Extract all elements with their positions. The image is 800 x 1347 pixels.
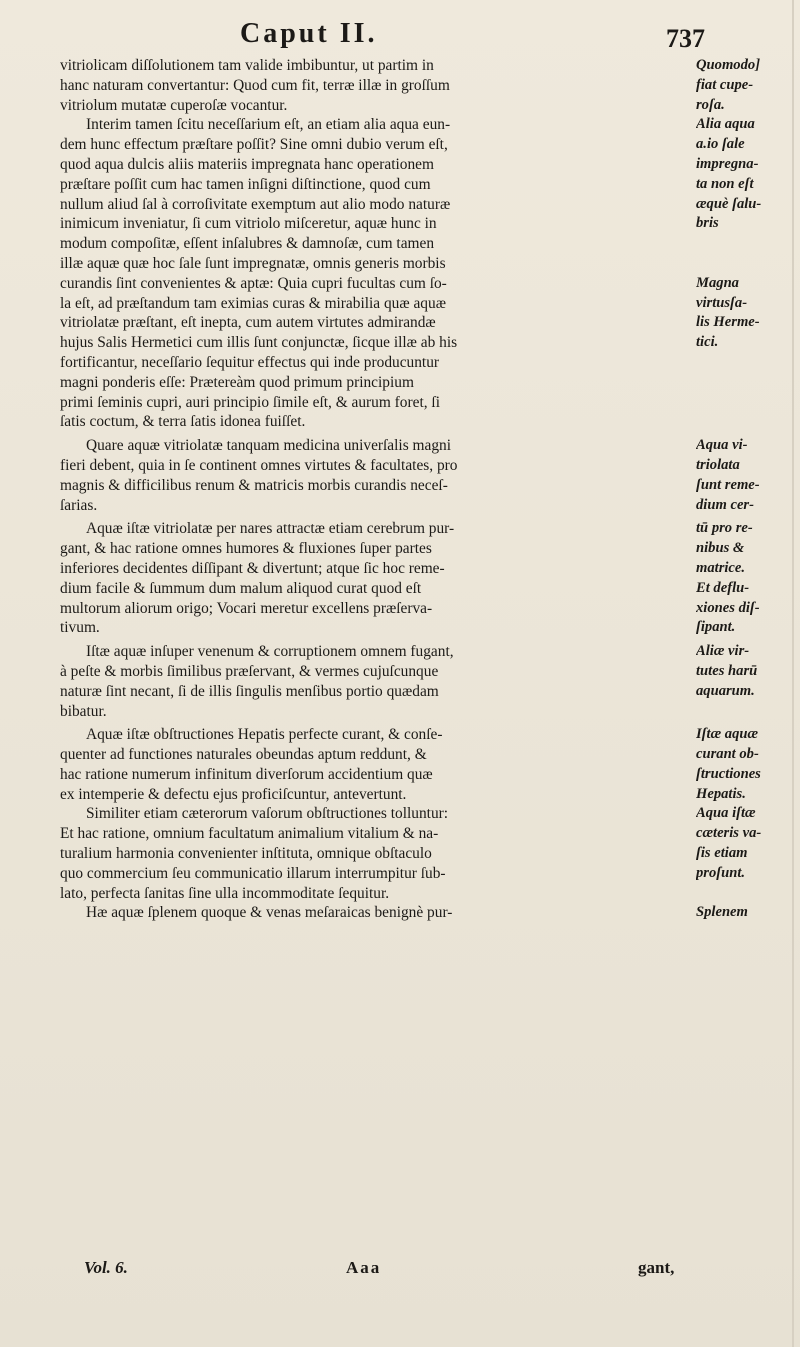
signature-mark: Aaa	[346, 1258, 382, 1277]
body-line: illæ aquæ quæ hoc ſale ſunt impregnatæ, omnis generis morbis	[60, 254, 446, 272]
body-line: ſarias.	[60, 496, 98, 514]
margin-note	[696, 702, 800, 722]
margin-notes	[696, 56, 800, 923]
margin-note: Splenem	[696, 904, 748, 921]
body-line: vitriolicam diſſolutionem tam valide imbibuntur, ut partim in	[60, 57, 434, 74]
margin-note: dium cer-	[696, 496, 754, 513]
margin-note: bris	[696, 215, 719, 232]
body-line: Quare aquæ vitriolatæ tanquam medicina univerſalis magni	[86, 437, 452, 455]
margin-note: proſunt.	[696, 864, 746, 881]
body-line: dem hunc effectum præſtare poſſit? Sine omni dubio verum eſt,	[60, 136, 448, 154]
body-line: tivum.	[60, 619, 100, 637]
margin-note: ſtructiones	[696, 765, 761, 782]
body-line: quenter ad functiones naturales obeundas aptum reddunt, &	[60, 746, 427, 764]
margin-note: Aliæ vir-	[696, 643, 750, 660]
margin-note	[696, 884, 800, 904]
body-line: turalium harmonia convenienter inſtituta, omnique obſtaculo	[60, 845, 432, 863]
body-line: primi ſeminis cupri, auri principio ſimile eſt, & aurum foret, ſi	[60, 393, 440, 411]
page-edge	[792, 0, 794, 1347]
margin-note: roſa.	[696, 96, 725, 113]
body-line: hujus Salis Hermetici cum illis ſunt conjunctæ, ſicque illæ ab his	[60, 334, 458, 352]
margin-note	[696, 353, 800, 373]
body-line: hac ratione numerum infinitum diverſorum accidentium quæ	[60, 765, 433, 783]
body-line: Hæ aquæ ſplenem quoque & venas meſaraicas benignè pur-	[86, 904, 453, 922]
margin-note: triolata	[696, 456, 740, 473]
margin-note	[696, 393, 800, 413]
body-line: naturæ ſint necant, ſi de illis ſingulis menſibus portio quædam	[60, 682, 439, 700]
margin-note: matrice.	[696, 559, 746, 576]
body-line: multorum aliorum origo; Vocari meretur excellens præſerva-	[60, 599, 433, 617]
body-line: gant, & hac ratione omnes humores & fluxiones ſuper partes	[60, 540, 432, 558]
margin-note: ſunt reme-	[696, 476, 760, 493]
margin-note: virtusſa-	[696, 294, 748, 311]
margin-note: ta non eſt	[696, 175, 754, 192]
margin-note	[696, 234, 800, 254]
body-line: quo commercium ſeu communicatio illarum interrumpitur ſub-	[60, 864, 446, 882]
margin-note: Quomodo]	[696, 57, 761, 73]
margin-note	[696, 254, 800, 274]
margin-note: lis Herme-	[696, 314, 760, 331]
margin-note: nibus &	[696, 540, 745, 557]
page-number: 737	[666, 24, 705, 53]
body-line: la eſt, ad præſtandum tam eximias curas & mirabilia quæ aquæ	[60, 294, 446, 312]
margin-note	[696, 373, 800, 393]
margin-note: Magna	[696, 274, 739, 291]
body-line: vitriolum mutatæ cuperoſæ vocantur.	[60, 96, 288, 114]
body-line: præſtare poſſit cum hac tamen inſigni diſtinctione, quod cum	[60, 175, 431, 193]
body-line: Iſtæ aquæ inſuper venenum & corruptionem omnem fugant,	[86, 643, 454, 661]
margin-note	[696, 412, 800, 432]
body-line: modum compoſitæ, eſſent inſalubres & damnoſæ, cum tamen	[60, 235, 435, 253]
body-line: ſatis coctum, & terra ſatis idonea fuiſſet.	[60, 413, 306, 431]
margin-note: ſis etiam	[696, 845, 748, 862]
body-line: Interim tamen ſcitu neceſſarium eſt, an etiam alia aqua eun-	[86, 116, 451, 134]
body-line: ex intemperie & defectu ejus proficiſcuntur, antevertunt.	[60, 785, 407, 803]
running-head: Caput II.	[240, 18, 378, 49]
body-line: curandis ſint convenientes & aptæ: Quia cupri fucultas cum ſo-	[60, 274, 447, 292]
margin-note: tici.	[696, 334, 719, 351]
body-line: fieri debent, quia in ſe continent omnes virtutes & facultates, pro	[60, 456, 458, 474]
margin-note: xiones diſ-	[696, 599, 760, 616]
body-line: hanc naturam convertantur: Quod cum fit, terræ illæ in groſſum	[60, 76, 450, 94]
margin-note: a.io ſale	[696, 136, 745, 153]
margin-note: Aqua iſtæ	[696, 805, 756, 822]
margin-note: impregna-	[696, 155, 759, 172]
body-line: inimicum inveniatur, ſi cum vitriolo miſceretur, aquæ hunc in	[60, 215, 437, 233]
body-text	[60, 56, 690, 923]
body-line: à peſte & morbis ſimilibus præſervant, & vermes cujuſcunque	[60, 662, 439, 680]
margin-note: Iſtæ aquæ	[696, 726, 759, 743]
margin-note: curant ob-	[696, 746, 759, 763]
margin-note: tū pro re-	[696, 520, 753, 537]
margin-note: tutes harū	[696, 662, 758, 679]
margin-note: cæteris va-	[696, 825, 762, 842]
body-line: Et hac ratione, omnium facultatum animalium vitalium & na-	[60, 825, 439, 843]
body-line: Similiter etiam cæterorum vaſorum obſtructiones tolluntur:	[86, 805, 449, 823]
body-line: dium facile & ſummum dum malum aliquod curat quod eſt	[60, 579, 422, 597]
margin-note: ſipant.	[696, 619, 736, 636]
margin-note: æquè ſalu-	[696, 195, 762, 212]
body-line: magni ponderis eſſe: Prætereàm quod primum principium	[60, 373, 414, 391]
body-line: bibatur.	[60, 702, 107, 720]
margin-note: Et deflu-	[696, 579, 750, 596]
margin-note: aquarum.	[696, 682, 755, 699]
margin-note: Hepatis.	[696, 785, 746, 802]
body-line: nullum aliud ſal à corroſivitate exemptum aut alio modo naturæ	[60, 195, 451, 213]
body-line: Aquæ iſtæ vitriolatæ per nares attractæ etiam cerebrum pur-	[86, 520, 455, 538]
body-line: Aquæ iſtæ obſtructiones Hepatis perfecte curant, & conſe-	[86, 726, 443, 744]
body-line: lato, perfecta ſanitas ſine ulla incommoditate ſequitur.	[60, 884, 390, 902]
body-line: magnis & difficilibus renum & matricis morbis curandis neceſ-	[60, 476, 448, 494]
margin-note: fiat cupe-	[696, 76, 754, 93]
margin-note: Alia aqua	[696, 116, 755, 133]
body-line: quod aqua dulcis aliis materiis impregnata hanc operationem	[60, 155, 434, 173]
margin-note: Aqua vi-	[696, 437, 748, 454]
body-line: fortificantur, neceſſario ſequitur effectus qui inde producuntur	[60, 353, 440, 371]
body-line: vitriolatæ præſtant, eſt inepta, cum autem virtutes admirandæ	[60, 314, 436, 332]
body-line: inferiores decidentes diſſipant & divertunt; atque ſic hoc reme-	[60, 559, 445, 577]
catchword: gant,	[638, 1258, 675, 1277]
volume-mark: Vol. 6.	[84, 1258, 128, 1277]
